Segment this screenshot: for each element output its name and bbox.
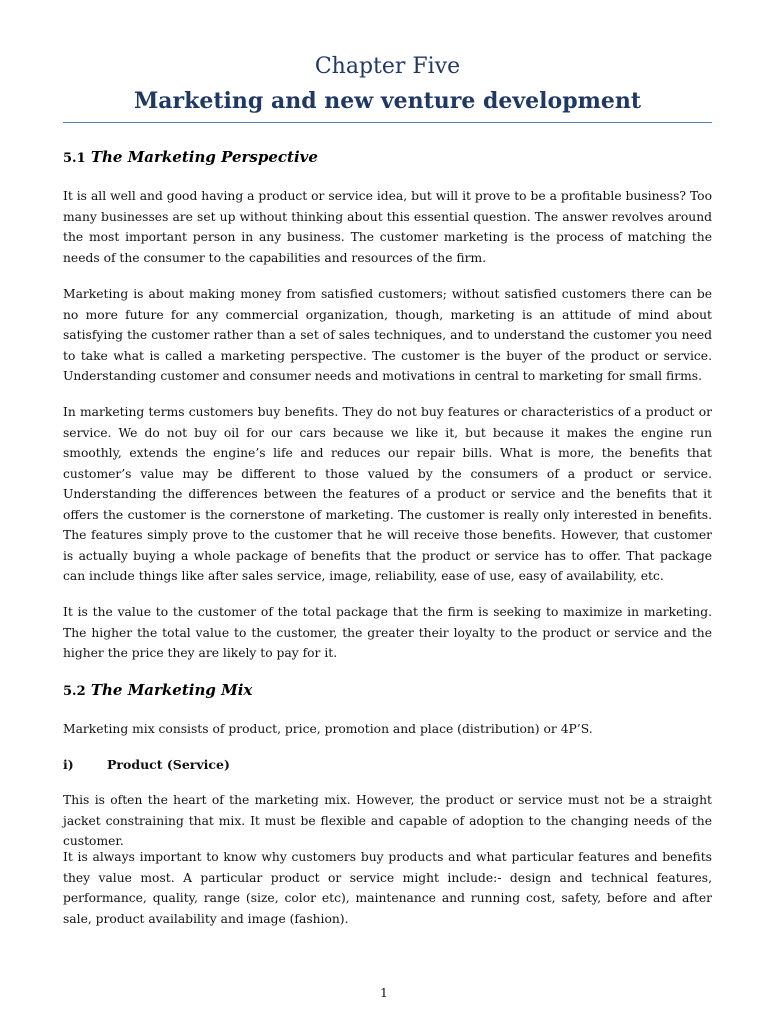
section-heading-5-1 bbox=[63, 148, 318, 166]
section-title: The Marketing Perspective bbox=[90, 148, 318, 166]
paragraph: Marketing mix consists of product, price, promotion and place (distribution) or 4P’S. bbox=[63, 722, 593, 736]
paragraph: It is the value to the customer of the total package that the firm is seeking to maximize in marketing. The higher the total value to the customer, the greater their loyalty to the product or service and the higher the price they are likely to pay for it. bbox=[63, 605, 712, 660]
paragraph: It is always important to know why customers buy products and what particular features and benefits they value most. A particular product or service might include:- design and technical features, performance, quality, range (size, color etc), maintenance and running cost, safety, before and after sale, product availability and image (fashion). bbox=[63, 850, 712, 926]
title-divider bbox=[63, 122, 712, 123]
paragraph: It is all well and good having a product or service idea, but will it prove to be a profitable business? Too many businesses are set up without thinking about this essential question. The answer revolves around the most important person in any business. The customer marketing is the process of matching the needs of the consumer to the capabilities and resources of the firm. bbox=[63, 189, 712, 265]
paragraph: This is often the heart of the marketing mix. However, the product or service must not be a straight jacket constraining that mix. It must be flexible and capable of adoption to the changing needs of the customer. bbox=[63, 793, 712, 848]
section-number: 5.2 bbox=[63, 684, 86, 699]
paragraph: Marketing is about making money from satisfied customers; without satisfied customers there can be no more future for any commercial organization, though, marketing is an attitude of mind about satisfying the customer rather than a set of sales techniques, and to understand the customer you need to take what is called a marketing perspective. The customer is the buyer of the product or service. Understanding customer and consumer needs and motivations in central to marketing for small firms. bbox=[63, 287, 712, 383]
subsection-heading bbox=[63, 757, 712, 772]
subsection-marker: i) bbox=[63, 757, 74, 772]
subsection-title: Product (Service) bbox=[107, 757, 230, 772]
section-number: 5.1 bbox=[63, 151, 86, 166]
chapter-number: Chapter Five bbox=[314, 54, 461, 79]
section-heading-5-2 bbox=[63, 681, 252, 699]
paragraph: In marketing terms customers buy benefits. They do not buy features or characteristics of a product or service. We do not buy oil for our cars because we like it, but because it makes the engine run smoothly, extends the engine’s life and reduces our repair bills. What is more, the benefits that customer’s value may be different to those valued by the consumers of a product or service. Understanding the differences between the features of a product or service and the benefits that it offers the customer is the cornerstone of marketing. The customer is really only interested in benefits. The features simply prove to the customer that he will receive those benefits. However, that customer is actually buying a whole package of benefits that the product or service has to offer. That package can include things like after sales service, image, reliability, ease of use, easy of availability, etc. bbox=[63, 405, 712, 583]
chapter-title: Marketing and new venture development bbox=[133, 88, 642, 114]
section-title: The Marketing Mix bbox=[90, 681, 253, 699]
page-number: 1 bbox=[380, 986, 388, 1000]
